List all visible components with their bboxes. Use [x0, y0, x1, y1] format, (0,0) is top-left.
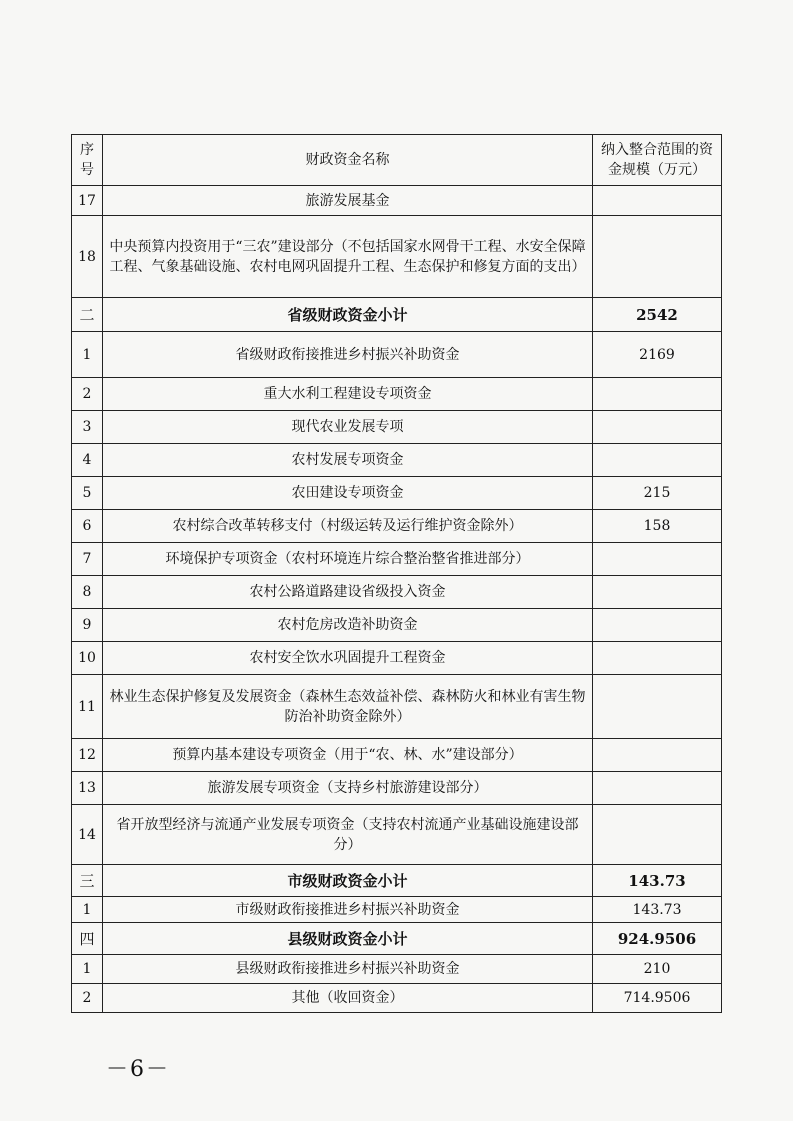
subtotal-row [72, 865, 722, 897]
table-row [72, 378, 722, 411]
table-row [72, 642, 722, 675]
header-name: 财政资金名称 [103, 135, 593, 186]
row-name: 重大水利工程建设专项资金 [103, 378, 593, 411]
row-index: 6 [72, 510, 103, 543]
row-index: 3 [72, 411, 103, 444]
row-amount: 210 [593, 955, 722, 984]
table-row [72, 675, 722, 739]
row-name: 农村发展专项资金 [103, 444, 593, 477]
row-name: 农田建设专项资金 [103, 477, 593, 510]
row-name: 中央预算内投资用于“三农”建设部分（不包括国家水网骨干工程、水安全保障工程、气象基础设施、农村电网巩固提升工程、生态保护和修复方面的支出） [103, 216, 593, 298]
table-row [72, 739, 722, 772]
row-index: 18 [72, 216, 103, 298]
table-row [72, 772, 722, 805]
row-amount [593, 642, 722, 675]
row-amount: 924.9506 [593, 923, 722, 955]
row-index: 三 [72, 865, 103, 897]
table-row [72, 332, 722, 378]
row-index: 12 [72, 739, 103, 772]
row-name: 旅游发展专项资金（支持乡村旅游建设部分） [103, 772, 593, 805]
table-row [72, 510, 722, 543]
row-name: 环境保护专项资金（农村环境连片综合整治整省推进部分） [103, 543, 593, 576]
subtotal-row [72, 298, 722, 332]
table-row [72, 411, 722, 444]
row-amount [593, 576, 722, 609]
table-row [72, 216, 722, 298]
row-name: 林业生态保护修复及发展资金（森林生态效益补偿、森林防火和林业有害生物防治补助资金除外） [103, 675, 593, 739]
row-index: 1 [72, 955, 103, 984]
row-amount: 215 [593, 477, 722, 510]
row-amount: 143.73 [593, 897, 722, 923]
row-name: 预算内基本建设专项资金（用于“农、林、水”建设部分） [103, 739, 593, 772]
row-index: 2 [72, 984, 103, 1013]
row-name: 县级财政资金小计 [103, 923, 593, 955]
row-name: 其他（收回资金） [103, 984, 593, 1013]
row-amount [593, 378, 722, 411]
fund-table [71, 134, 722, 1013]
row-index: 9 [72, 609, 103, 642]
table-row [72, 984, 722, 1013]
row-index: 1 [72, 332, 103, 378]
table-row [72, 576, 722, 609]
table-row [72, 805, 722, 865]
row-index: 11 [72, 675, 103, 739]
row-amount [593, 411, 722, 444]
row-index: 8 [72, 576, 103, 609]
header-index: 序号 [72, 135, 103, 186]
row-amount: 2542 [593, 298, 722, 332]
row-amount: 143.73 [593, 865, 722, 897]
header-amount: 纳入整合范围的资金规模（万元） [593, 135, 722, 186]
row-name: 农村安全饮水巩固提升工程资金 [103, 642, 593, 675]
table-header-row [72, 135, 722, 186]
row-name: 农村公路道路建设省级投入资金 [103, 576, 593, 609]
row-amount [593, 739, 722, 772]
table-row [72, 897, 722, 923]
row-name: 旅游发展基金 [103, 186, 593, 216]
row-index: 7 [72, 543, 103, 576]
row-amount: 158 [593, 510, 722, 543]
row-name: 农村危房改造补助资金 [103, 609, 593, 642]
row-amount [593, 543, 722, 576]
row-name: 省开放型经济与流通产业发展专项资金（支持农村流通产业基础设施建设部分） [103, 805, 593, 865]
row-index: 5 [72, 477, 103, 510]
row-amount [593, 186, 722, 216]
row-amount [593, 609, 722, 642]
row-name: 市级财政资金小计 [103, 865, 593, 897]
table-row [72, 609, 722, 642]
row-index: 17 [72, 186, 103, 216]
row-amount [593, 444, 722, 477]
row-index: 四 [72, 923, 103, 955]
row-amount [593, 675, 722, 739]
row-index: 1 [72, 897, 103, 923]
row-index: 13 [72, 772, 103, 805]
row-index: 二 [72, 298, 103, 332]
row-index: 14 [72, 805, 103, 865]
row-amount: 714.9506 [593, 984, 722, 1013]
row-index: 2 [72, 378, 103, 411]
row-name: 现代农业发展专项 [103, 411, 593, 444]
row-index: 10 [72, 642, 103, 675]
row-name: 省级财政资金小计 [103, 298, 593, 332]
row-amount [593, 216, 722, 298]
subtotal-row [72, 923, 722, 955]
row-name: 市级财政衔接推进乡村振兴补助资金 [103, 897, 593, 923]
table-row [72, 444, 722, 477]
row-amount: 2169 [593, 332, 722, 378]
page-number: －6－ [106, 1057, 170, 1082]
row-name: 农村综合改革转移支付（村级运转及运行维护资金除外） [103, 510, 593, 543]
row-index: 4 [72, 444, 103, 477]
row-amount [593, 772, 722, 805]
row-amount [593, 805, 722, 865]
row-name: 省级财政衔接推进乡村振兴补助资金 [103, 332, 593, 378]
table-row [72, 543, 722, 576]
row-name: 县级财政衔接推进乡村振兴补助资金 [103, 955, 593, 984]
table-row [72, 955, 722, 984]
table-row [72, 477, 722, 510]
table-row [72, 186, 722, 216]
